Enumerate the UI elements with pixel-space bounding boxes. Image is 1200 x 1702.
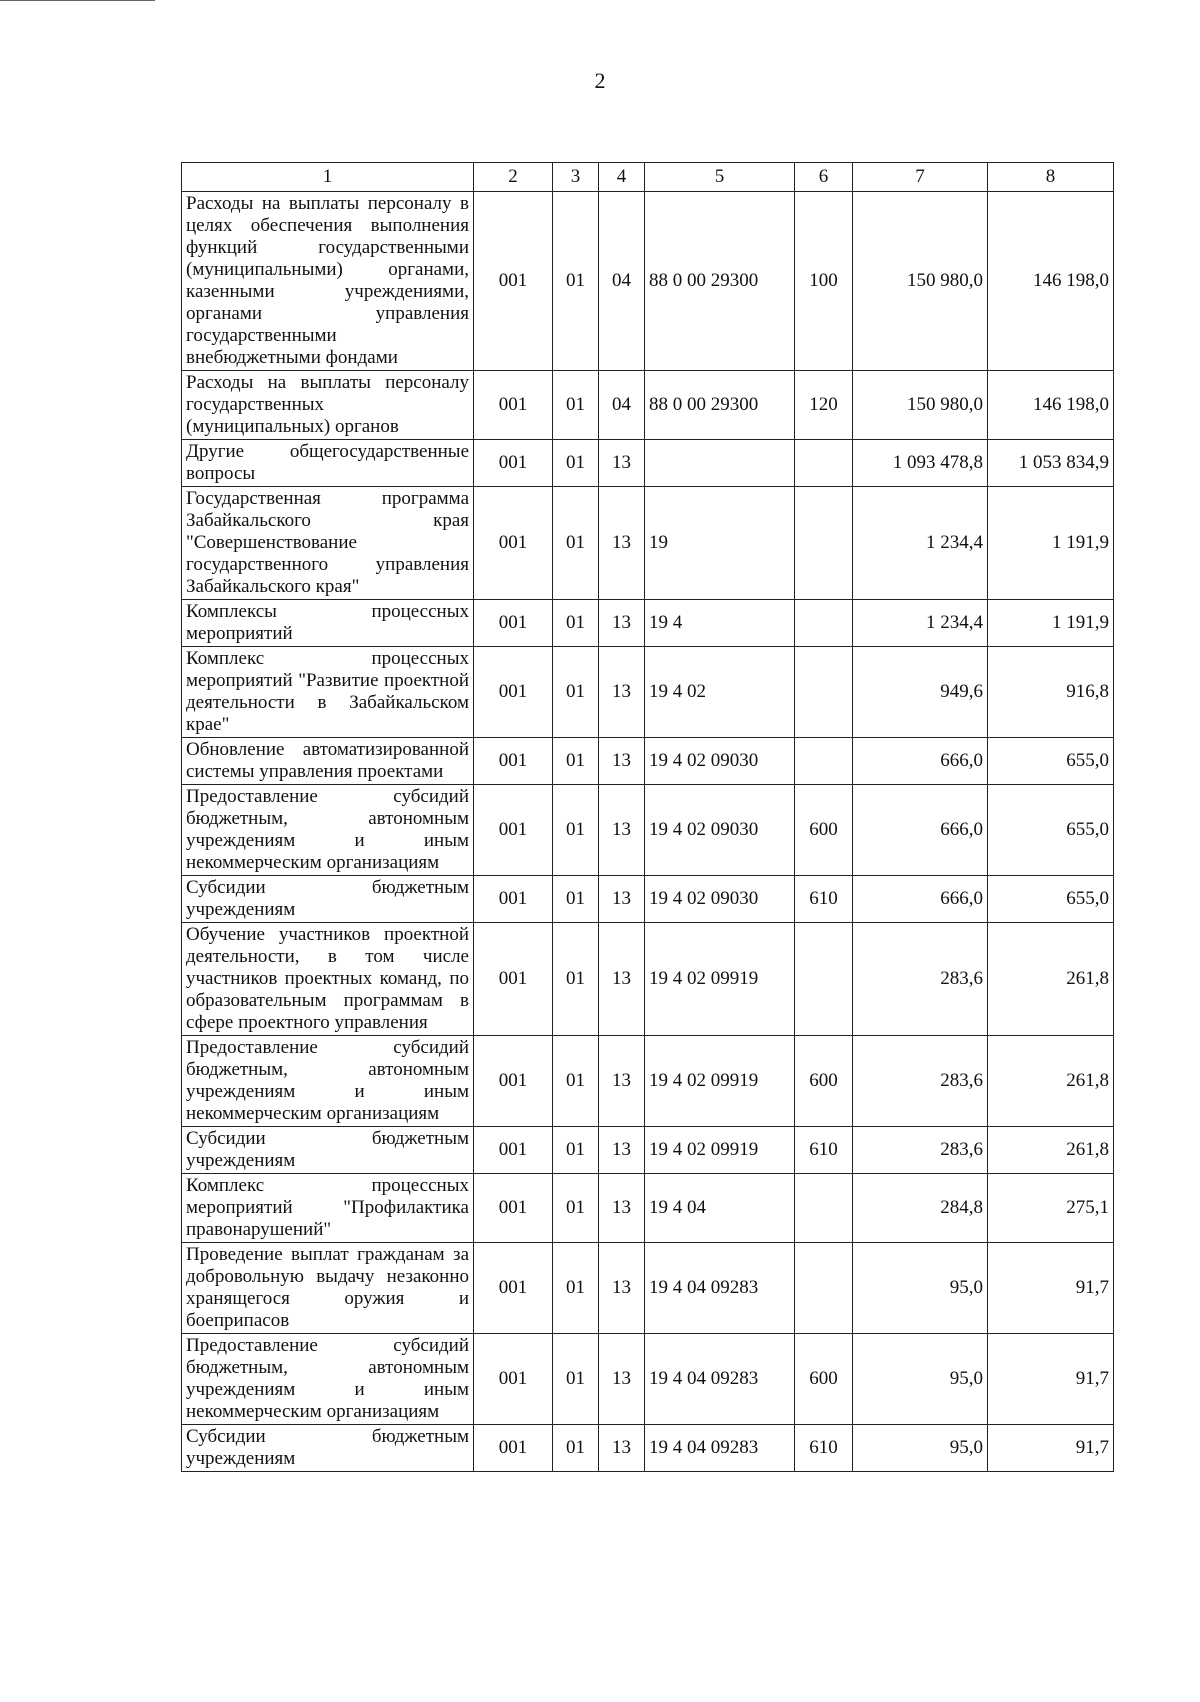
admin-code-cell: 001 xyxy=(474,876,553,923)
row-name-cell: Субсидии бюджетным учреждениям xyxy=(182,876,474,923)
table-row xyxy=(182,1174,1114,1243)
subsection-cell: 04 xyxy=(599,371,645,440)
section-cell: 01 xyxy=(553,440,599,487)
target-article-cell: 19 4 xyxy=(645,600,795,647)
admin-code-cell: 001 xyxy=(474,1174,553,1243)
admin-code-cell: 001 xyxy=(474,440,553,487)
target-article-cell: 19 4 04 09283 xyxy=(645,1243,795,1334)
target-article-cell: 19 4 04 09283 xyxy=(645,1425,795,1472)
target-article-cell: 88 0 00 29300 xyxy=(645,192,795,371)
row-name-cell: Предоставление субсидий бюджетным, автономным учреждениям и иным некоммерческим организациям xyxy=(182,1334,474,1425)
amount-year2-cell: 91,7 xyxy=(988,1334,1114,1425)
row-name-cell: Комплекс процессных мероприятий "Профилактика правонарушений" xyxy=(182,1174,474,1243)
row-name-cell: Комплексы процессных мероприятий xyxy=(182,600,474,647)
amount-year1-cell: 666,0 xyxy=(853,785,988,876)
table-row xyxy=(182,1425,1114,1472)
row-name-cell: Субсидии бюджетным учреждениям xyxy=(182,1425,474,1472)
amount-year1-cell: 283,6 xyxy=(853,923,988,1036)
amount-year2-cell: 146 198,0 xyxy=(988,371,1114,440)
expense-type-cell xyxy=(795,600,853,647)
section-cell: 01 xyxy=(553,785,599,876)
section-cell: 01 xyxy=(553,647,599,738)
subsection-cell: 13 xyxy=(599,487,645,600)
target-article-cell: 19 4 02 xyxy=(645,647,795,738)
expense-type-cell: 610 xyxy=(795,1425,853,1472)
amount-year1-cell: 284,8 xyxy=(853,1174,988,1243)
amount-year2-cell: 275,1 xyxy=(988,1174,1114,1243)
target-article-cell: 19 4 02 09919 xyxy=(645,1127,795,1174)
row-name-cell: Другие общегосударственные вопросы xyxy=(182,440,474,487)
row-name-cell: Обучение участников проектной деятельности, в том числе участников проектных команд, по образовательным программам в сфере проектного управления xyxy=(182,923,474,1036)
header-cell: 7 xyxy=(853,163,988,192)
page-number: 2 xyxy=(594,68,606,93)
section-cell: 01 xyxy=(553,192,599,371)
expense-type-cell xyxy=(795,1243,853,1334)
admin-code-cell: 001 xyxy=(474,487,553,600)
amount-year1-cell: 666,0 xyxy=(853,738,988,785)
target-article-cell: 19 4 02 09030 xyxy=(645,785,795,876)
expense-type-cell: 610 xyxy=(795,876,853,923)
subsection-cell: 13 xyxy=(599,440,645,487)
subsection-cell: 13 xyxy=(599,1127,645,1174)
row-name-cell: Предоставление субсидий бюджетным, автономным учреждениям и иным некоммерческим организациям xyxy=(182,785,474,876)
table-row xyxy=(182,600,1114,647)
admin-code-cell: 001 xyxy=(474,371,553,440)
row-name-cell: Субсидии бюджетным учреждениям xyxy=(182,1127,474,1174)
table-row xyxy=(182,1036,1114,1127)
section-cell: 01 xyxy=(553,923,599,1036)
admin-code-cell: 001 xyxy=(474,192,553,371)
subsection-cell: 04 xyxy=(599,192,645,371)
admin-code-cell: 001 xyxy=(474,600,553,647)
section-cell: 01 xyxy=(553,738,599,785)
amount-year1-cell: 150 980,0 xyxy=(853,192,988,371)
admin-code-cell: 001 xyxy=(474,785,553,876)
subsection-cell: 13 xyxy=(599,738,645,785)
subsection-cell: 13 xyxy=(599,785,645,876)
amount-year2-cell: 1 191,9 xyxy=(988,600,1114,647)
admin-code-cell: 001 xyxy=(474,923,553,1036)
amount-year2-cell: 916,8 xyxy=(988,647,1114,738)
table-row xyxy=(182,1334,1114,1425)
amount-year1-cell: 1 093 478,8 xyxy=(853,440,988,487)
admin-code-cell: 001 xyxy=(474,1036,553,1127)
amount-year1-cell: 1 234,4 xyxy=(853,600,988,647)
row-name-cell: Проведение выплат гражданам за добровольную выдачу незаконно хранящегося оружия и боеприпасов xyxy=(182,1243,474,1334)
amount-year1-cell: 95,0 xyxy=(853,1425,988,1472)
admin-code-cell: 001 xyxy=(474,1127,553,1174)
subsection-cell: 13 xyxy=(599,647,645,738)
subsection-cell: 13 xyxy=(599,1036,645,1127)
amount-year1-cell: 666,0 xyxy=(853,876,988,923)
amount-year2-cell: 91,7 xyxy=(988,1425,1114,1472)
table-row xyxy=(182,876,1114,923)
expense-type-cell: 100 xyxy=(795,192,853,371)
amount-year2-cell: 655,0 xyxy=(988,785,1114,876)
expense-type-cell xyxy=(795,440,853,487)
expense-type-cell: 600 xyxy=(795,785,853,876)
target-article-cell: 19 4 02 09030 xyxy=(645,876,795,923)
target-article-cell: 19 4 04 xyxy=(645,1174,795,1243)
header-cell: 4 xyxy=(599,163,645,192)
amount-year2-cell: 655,0 xyxy=(988,738,1114,785)
amount-year1-cell: 95,0 xyxy=(853,1334,988,1425)
header-cell: 8 xyxy=(988,163,1114,192)
expense-type-cell xyxy=(795,738,853,785)
expense-type-cell xyxy=(795,923,853,1036)
amount-year2-cell: 261,8 xyxy=(988,1127,1114,1174)
row-name-cell: Обновление автоматизированной системы управления проектами xyxy=(182,738,474,785)
table-row xyxy=(182,1127,1114,1174)
subsection-cell: 13 xyxy=(599,923,645,1036)
amount-year2-cell: 146 198,0 xyxy=(988,192,1114,371)
amount-year1-cell: 949,6 xyxy=(853,647,988,738)
admin-code-cell: 001 xyxy=(474,1425,553,1472)
table-row xyxy=(182,371,1114,440)
target-article-cell: 19 xyxy=(645,487,795,600)
amount-year1-cell: 95,0 xyxy=(853,1243,988,1334)
table-row xyxy=(182,785,1114,876)
header-cell: 1 xyxy=(182,163,474,192)
expense-type-cell: 600 xyxy=(795,1036,853,1127)
amount-year2-cell: 655,0 xyxy=(988,876,1114,923)
subsection-cell: 13 xyxy=(599,1334,645,1425)
admin-code-cell: 001 xyxy=(474,738,553,785)
admin-code-cell: 001 xyxy=(474,1334,553,1425)
section-cell: 01 xyxy=(553,1243,599,1334)
section-cell: 01 xyxy=(553,487,599,600)
amount-year2-cell: 261,8 xyxy=(988,1036,1114,1127)
expense-type-cell xyxy=(795,487,853,600)
subsection-cell: 13 xyxy=(599,876,645,923)
section-cell: 01 xyxy=(553,1127,599,1174)
expense-type-cell xyxy=(795,1174,853,1243)
section-cell: 01 xyxy=(553,371,599,440)
header-cell: 6 xyxy=(795,163,853,192)
target-article-cell: 88 0 00 29300 xyxy=(645,371,795,440)
expense-type-cell: 610 xyxy=(795,1127,853,1174)
admin-code-cell: 001 xyxy=(474,1243,553,1334)
expense-type-cell xyxy=(795,647,853,738)
section-cell: 01 xyxy=(553,876,599,923)
section-cell: 01 xyxy=(553,600,599,647)
amount-year1-cell: 150 980,0 xyxy=(853,371,988,440)
amount-year1-cell: 283,6 xyxy=(853,1127,988,1174)
table-row xyxy=(182,440,1114,487)
table-row xyxy=(182,487,1114,600)
header-row xyxy=(182,163,1114,192)
section-cell: 01 xyxy=(553,1425,599,1472)
subsection-cell: 13 xyxy=(599,600,645,647)
row-name-cell: Расходы на выплаты персоналу государственных (муниципальных) органов xyxy=(182,371,474,440)
admin-code-cell: 001 xyxy=(474,647,553,738)
amount-year2-cell: 91,7 xyxy=(988,1243,1114,1334)
table-row xyxy=(182,1243,1114,1334)
subsection-cell: 13 xyxy=(599,1243,645,1334)
header-cell: 3 xyxy=(553,163,599,192)
subsection-cell: 13 xyxy=(599,1174,645,1243)
budget-table xyxy=(181,162,1114,1472)
target-article-cell: 19 4 04 09283 xyxy=(645,1334,795,1425)
target-article-cell xyxy=(645,440,795,487)
amount-year2-cell: 261,8 xyxy=(988,923,1114,1036)
header-cell: 2 xyxy=(474,163,553,192)
row-name-cell: Расходы на выплаты персоналу в целях обеспечения выполнения функций государственными (муниципальными) органами, казенными учреждениями, органами управления государственными внебюджетными фондами xyxy=(182,192,474,371)
section-cell: 01 xyxy=(553,1334,599,1425)
amount-year2-cell: 1 053 834,9 xyxy=(988,440,1114,487)
amount-year1-cell: 283,6 xyxy=(853,1036,988,1127)
expense-type-cell: 600 xyxy=(795,1334,853,1425)
target-article-cell: 19 4 02 09919 xyxy=(645,923,795,1036)
scan-edge-line xyxy=(0,0,155,1)
subsection-cell: 13 xyxy=(599,1425,645,1472)
table-row xyxy=(182,192,1114,371)
section-cell: 01 xyxy=(553,1036,599,1127)
table-row xyxy=(182,647,1114,738)
header-cell: 5 xyxy=(645,163,795,192)
row-name-cell: Государственная программа Забайкальского края "Совершенствование государственного управления Забайкальского края" xyxy=(182,487,474,600)
expense-type-cell: 120 xyxy=(795,371,853,440)
row-name-cell: Комплекс процессных мероприятий "Развитие проектной деятельности в Забайкальском крае" xyxy=(182,647,474,738)
table-row xyxy=(182,738,1114,785)
row-name-cell: Предоставление субсидий бюджетным, автономным учреждениям и иным некоммерческим организациям xyxy=(182,1036,474,1127)
target-article-cell: 19 4 02 09919 xyxy=(645,1036,795,1127)
target-article-cell: 19 4 02 09030 xyxy=(645,738,795,785)
table-row xyxy=(182,923,1114,1036)
amount-year2-cell: 1 191,9 xyxy=(988,487,1114,600)
section-cell: 01 xyxy=(553,1174,599,1243)
amount-year1-cell: 1 234,4 xyxy=(853,487,988,600)
